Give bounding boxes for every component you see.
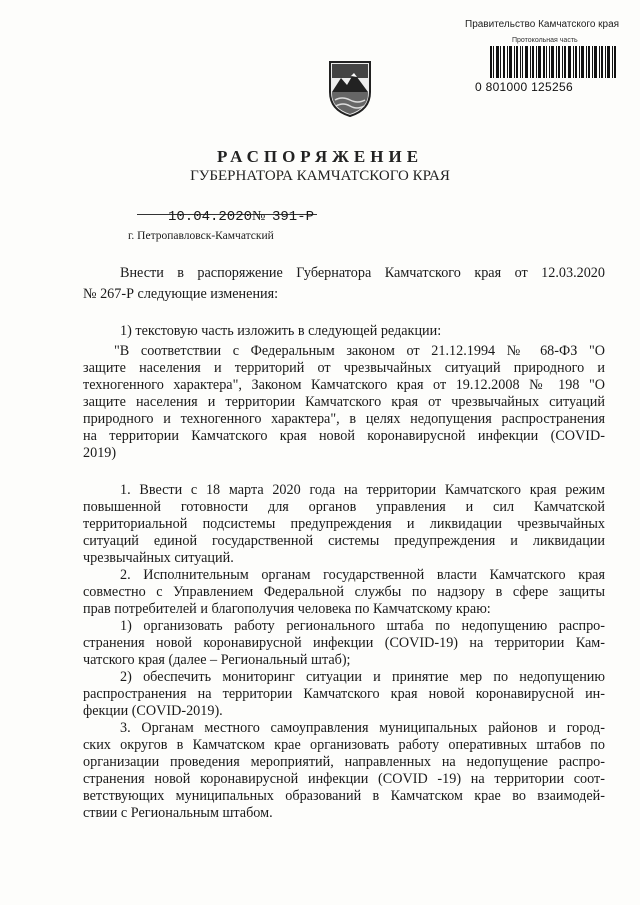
body-line: 1) организовать работу регионального штаба по недопущению распро- bbox=[120, 618, 605, 634]
body-line: № 267-Р следующие изменения: bbox=[83, 286, 279, 302]
body-line: 3. Органам местного самоуправления муниципальных районов и город- bbox=[120, 720, 605, 736]
registration-stamp-organization: Правительство Камчатского края bbox=[465, 19, 620, 30]
body-line: 1) текстовую часть изложить в следующей редакции: bbox=[120, 323, 442, 339]
body-line: защите населения и территории Камчатского края от чрезвычайных ситуаций bbox=[83, 394, 605, 410]
body-line: техногенного характера", Законом Камчатского края от 19.12.2008 № 198 "О bbox=[83, 377, 605, 393]
body-line: 2019) bbox=[83, 445, 117, 461]
barcode bbox=[490, 46, 616, 78]
document-place: г. Петропавловск-Камчатский bbox=[128, 230, 274, 242]
body-line: прав потребителей и благополучия человека по Камчатскому краю: bbox=[83, 601, 491, 617]
number-sign: № bbox=[252, 209, 266, 224]
barcode-number: 0 801000 125256 bbox=[475, 80, 573, 94]
body-line: чатского края (далее – Региональный штаб); bbox=[83, 652, 351, 668]
kamchatka-coat-of-arms-icon bbox=[325, 58, 375, 118]
body-line: ствии с Региональным штабом. bbox=[83, 805, 273, 821]
body-line: 1. Ввести с 18 марта 2020 года на территории Камчатского края режим bbox=[120, 482, 605, 498]
body-line: 2) обеспечить мониторинг ситуации и принятие мер по недопущению bbox=[120, 669, 605, 685]
body-line: повышенной готовности для органов управления и сил Камчатской bbox=[83, 499, 605, 515]
document-type-heading: РАСПОРЯЖЕНИЕ bbox=[216, 147, 424, 166]
document-date: 10.04.2020 bbox=[168, 209, 253, 225]
body-line: странения новой коронавирусной инфекции (COVID -19) на территории соот- bbox=[83, 771, 605, 787]
body-line: фекции (COVID-2019). bbox=[83, 703, 223, 719]
body-line: природного и техногенного характера", в целях недопущения распространения bbox=[83, 411, 605, 427]
body-line: совместно с Управлением Федеральной службы по надзору в сфере защиты bbox=[83, 584, 605, 600]
body-line: чрезвычайных ситуаций. bbox=[83, 550, 234, 566]
body-line: на территории Камчатского края новой коронавирусной инфекции (COVID- bbox=[83, 428, 605, 444]
body-line: ских округов в Камчатском крае организовать работу оперативных штабов по bbox=[83, 737, 605, 753]
registration-stamp-subtitle: Протокольная часть bbox=[512, 37, 578, 44]
body-line: Внести в распоряжение Губернатора Камчатского края от 12.03.2020 bbox=[120, 265, 605, 281]
body-line: "В соответствии с Федеральным законом от 21.12.1994 № 68-ФЗ "О bbox=[114, 343, 605, 359]
body-line: территориальной подсистемы предупреждения и ликвидации чрезвычайных bbox=[83, 516, 605, 532]
body-line: ветствующих муниципальных образований в Камчатском крае во взаимодей- bbox=[83, 788, 605, 804]
document-number: 391-Р bbox=[272, 209, 315, 225]
body-line: странения новой коронавирусной инфекции (COVID-19) на территории Кам- bbox=[83, 635, 605, 651]
body-line: организации проведения мероприятий, направленных на недопущение распро- bbox=[83, 754, 605, 770]
body-line: распространения на территории Камчатского края новой коронавирусной ин- bbox=[83, 686, 605, 702]
body-line: 2. Исполнительным органам государственной власти Камчатского края bbox=[120, 567, 605, 583]
body-line: ситуаций единой государственной системы предупреждения и ликвидации bbox=[83, 533, 605, 549]
document-issuer: ГУБЕРНАТОРА КАМЧАТСКОГО КРАЯ bbox=[190, 168, 450, 184]
body-line: защите населения и территорий от чрезвычайных ситуаций природного и bbox=[83, 360, 605, 376]
